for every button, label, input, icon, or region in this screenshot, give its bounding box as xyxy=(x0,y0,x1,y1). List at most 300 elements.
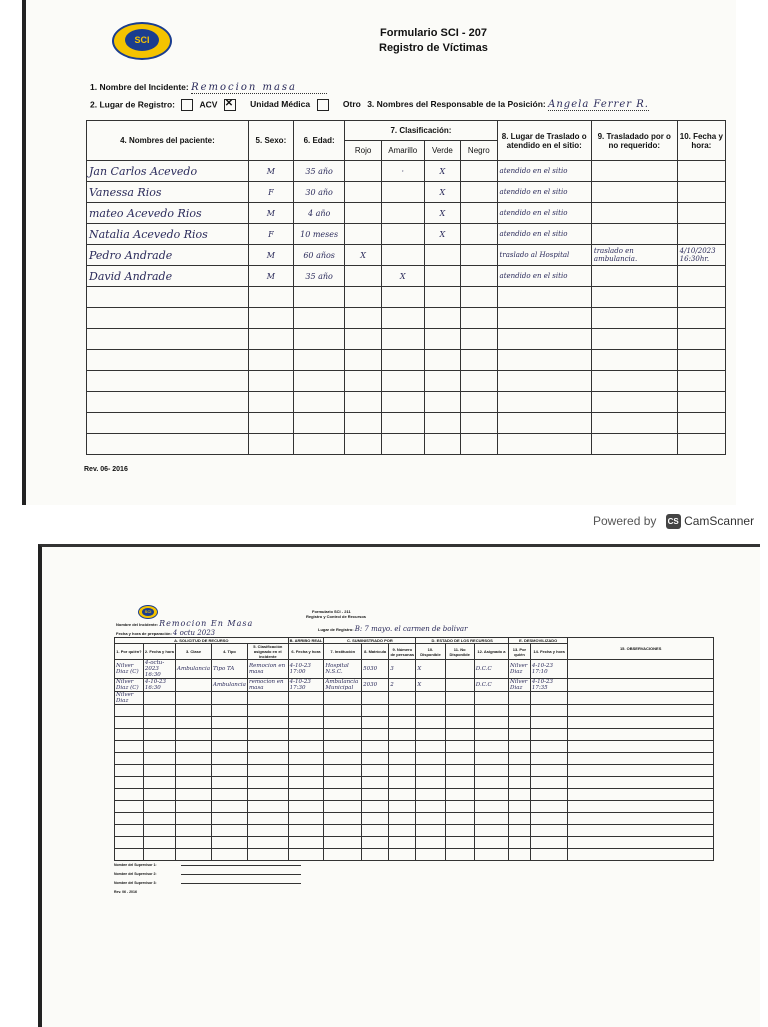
resource-cell[interactable] xyxy=(143,753,175,765)
resource-cell[interactable] xyxy=(509,813,531,825)
resource-cell[interactable] xyxy=(362,777,389,789)
resource-cell[interactable] xyxy=(530,765,568,777)
resource-cell[interactable]: 5030 xyxy=(362,660,389,679)
resource-cell[interactable] xyxy=(247,741,288,753)
resource-cell[interactable] xyxy=(568,825,714,837)
resource-cell[interactable] xyxy=(474,692,508,705)
resource-cell[interactable] xyxy=(474,729,508,741)
resource-cell[interactable] xyxy=(176,801,212,813)
resource-cell[interactable] xyxy=(568,837,714,849)
victim-cell-name[interactable] xyxy=(87,434,249,455)
victim-cell-date[interactable] xyxy=(677,161,725,182)
resource-cell[interactable] xyxy=(568,765,714,777)
resource-cell[interactable] xyxy=(115,729,144,741)
victim-cell-verde[interactable]: X xyxy=(424,203,460,224)
resource-cell[interactable] xyxy=(212,717,248,729)
resource-cell[interactable]: X xyxy=(416,660,445,679)
victim-cell-place[interactable] xyxy=(497,371,591,392)
victim-cell-age[interactable]: 35 año xyxy=(293,161,344,182)
resource-cell[interactable] xyxy=(445,717,474,729)
victim-cell-amarillo[interactable] xyxy=(381,245,424,266)
resource-cell[interactable] xyxy=(143,789,175,801)
victim-cell-amarillo[interactable] xyxy=(381,371,424,392)
resource-cell[interactable] xyxy=(143,849,175,861)
resource-cell[interactable]: D.C.C xyxy=(474,679,508,692)
resource-cell[interactable]: 4-10-23 17:00 xyxy=(288,660,324,679)
form2-incident-value[interactable]: Remocion En Masa xyxy=(159,619,254,628)
victim-cell-age[interactable] xyxy=(293,371,344,392)
victim-cell-transfer[interactable] xyxy=(591,182,677,203)
resource-cell[interactable]: remocion en masa xyxy=(247,679,288,692)
victim-cell-date[interactable] xyxy=(677,434,725,455)
resource-cell[interactable] xyxy=(530,801,568,813)
resource-cell[interactable] xyxy=(362,692,389,705)
victim-cell-name[interactable] xyxy=(87,287,249,308)
resource-cell[interactable]: 4-10-23 17:35 xyxy=(530,679,568,692)
victim-cell-verde[interactable]: X xyxy=(424,161,460,182)
victim-cell-rojo[interactable] xyxy=(345,224,381,245)
victim-cell-negro[interactable] xyxy=(461,245,497,266)
resource-cell[interactable] xyxy=(530,813,568,825)
resource-cell[interactable] xyxy=(115,705,144,717)
resource-cell[interactable] xyxy=(324,777,362,789)
victim-cell-sex[interactable]: F xyxy=(248,224,293,245)
place-box-1[interactable] xyxy=(181,99,193,111)
resource-cell[interactable] xyxy=(288,837,324,849)
victim-cell-rojo[interactable] xyxy=(345,434,381,455)
victim-cell-transfer[interactable] xyxy=(591,266,677,287)
victim-cell-rojo[interactable] xyxy=(345,266,381,287)
victim-cell-age[interactable] xyxy=(293,329,344,350)
resource-cell[interactable] xyxy=(247,729,288,741)
resource-cell[interactable]: Remocion en masa xyxy=(247,660,288,679)
resource-cell[interactable] xyxy=(115,813,144,825)
resource-cell[interactable]: Hospital N.S.C. xyxy=(324,660,362,679)
resource-cell[interactable] xyxy=(509,741,531,753)
resource-cell[interactable] xyxy=(474,789,508,801)
resource-cell[interactable] xyxy=(288,789,324,801)
victim-cell-verde[interactable] xyxy=(424,266,460,287)
victim-cell-place[interactable] xyxy=(497,392,591,413)
resource-cell[interactable] xyxy=(445,741,474,753)
victim-cell-amarillo[interactable]: · xyxy=(381,161,424,182)
resource-cell[interactable] xyxy=(212,789,248,801)
victim-cell-rojo[interactable] xyxy=(345,392,381,413)
resource-cell[interactable] xyxy=(324,837,362,849)
victim-cell-transfer[interactable] xyxy=(591,161,677,182)
resource-cell[interactable] xyxy=(324,813,362,825)
resource-cell[interactable] xyxy=(474,765,508,777)
victim-cell-negro[interactable] xyxy=(461,308,497,329)
resource-cell[interactable] xyxy=(416,837,445,849)
resource-cell[interactable] xyxy=(288,692,324,705)
victim-cell-age[interactable] xyxy=(293,392,344,413)
victim-cell-sex[interactable] xyxy=(248,308,293,329)
victim-cell-age[interactable] xyxy=(293,350,344,371)
victim-cell-amarillo[interactable] xyxy=(381,182,424,203)
victim-cell-date[interactable] xyxy=(677,350,725,371)
resource-cell[interactable] xyxy=(115,741,144,753)
victim-cell-sex[interactable] xyxy=(248,287,293,308)
resource-cell[interactable] xyxy=(247,777,288,789)
resource-cell[interactable] xyxy=(568,717,714,729)
resource-cell[interactable] xyxy=(530,777,568,789)
resource-cell[interactable] xyxy=(568,741,714,753)
victim-cell-sex[interactable] xyxy=(248,350,293,371)
resource-cell[interactable] xyxy=(445,789,474,801)
victim-cell-verde[interactable] xyxy=(424,287,460,308)
resource-cell[interactable] xyxy=(445,692,474,705)
resource-cell[interactable] xyxy=(143,777,175,789)
resource-cell[interactable] xyxy=(530,825,568,837)
victim-cell-sex[interactable] xyxy=(248,371,293,392)
resource-cell[interactable] xyxy=(568,801,714,813)
victim-cell-amarillo[interactable] xyxy=(381,308,424,329)
victim-cell-place[interactable]: traslado al Hospital xyxy=(497,245,591,266)
victim-cell-negro[interactable] xyxy=(461,392,497,413)
resource-cell[interactable] xyxy=(143,692,175,705)
resource-cell[interactable] xyxy=(212,729,248,741)
victim-cell-transfer[interactable] xyxy=(591,350,677,371)
resource-cell[interactable] xyxy=(288,717,324,729)
resource-cell[interactable] xyxy=(176,753,212,765)
victim-cell-sex[interactable] xyxy=(248,413,293,434)
resource-cell[interactable] xyxy=(474,741,508,753)
resource-cell[interactable] xyxy=(509,729,531,741)
resource-cell[interactable] xyxy=(176,789,212,801)
resource-cell[interactable]: 4-10-23 17:30 xyxy=(288,679,324,692)
victim-cell-age[interactable]: 10 meses xyxy=(293,224,344,245)
resource-cell[interactable] xyxy=(115,849,144,861)
resource-cell[interactable]: Nilver Diaz (C) xyxy=(115,679,144,692)
resource-cell[interactable] xyxy=(212,849,248,861)
resource-cell[interactable] xyxy=(247,849,288,861)
victim-cell-place[interactable]: atendido en el sitio xyxy=(497,266,591,287)
victim-cell-amarillo[interactable] xyxy=(381,203,424,224)
resource-cell[interactable] xyxy=(389,837,416,849)
victim-cell-date[interactable] xyxy=(677,266,725,287)
resource-cell[interactable] xyxy=(389,801,416,813)
victim-cell-transfer[interactable] xyxy=(591,308,677,329)
resource-cell[interactable] xyxy=(389,777,416,789)
resource-cell[interactable] xyxy=(115,825,144,837)
victim-cell-amarillo[interactable] xyxy=(381,329,424,350)
resource-cell[interactable] xyxy=(389,741,416,753)
victim-cell-negro[interactable] xyxy=(461,413,497,434)
resource-cell[interactable] xyxy=(247,765,288,777)
resource-cell[interactable] xyxy=(247,813,288,825)
resource-cell[interactable] xyxy=(288,705,324,717)
resource-cell[interactable] xyxy=(362,801,389,813)
resource-cell[interactable] xyxy=(176,717,212,729)
resource-cell[interactable] xyxy=(324,849,362,861)
victim-cell-negro[interactable] xyxy=(461,203,497,224)
resource-cell[interactable] xyxy=(362,729,389,741)
resource-cell[interactable] xyxy=(362,837,389,849)
resource-cell[interactable] xyxy=(416,692,445,705)
victim-cell-place[interactable] xyxy=(497,287,591,308)
resource-cell[interactable]: X xyxy=(416,679,445,692)
resource-cell[interactable] xyxy=(445,801,474,813)
resource-cell[interactable] xyxy=(568,849,714,861)
resource-cell[interactable] xyxy=(324,705,362,717)
resource-cell[interactable] xyxy=(530,705,568,717)
resource-cell[interactable] xyxy=(389,705,416,717)
victim-cell-rojo[interactable] xyxy=(345,413,381,434)
victim-cell-age[interactable]: 35 año xyxy=(293,266,344,287)
victim-cell-date[interactable]: 4/10/2023 16:30hr. xyxy=(677,245,725,266)
resource-cell[interactable]: Ambulancia Municipal xyxy=(324,679,362,692)
resource-cell[interactable] xyxy=(288,777,324,789)
resource-cell[interactable]: 3 xyxy=(389,660,416,679)
victim-cell-place[interactable] xyxy=(497,413,591,434)
resource-cell[interactable] xyxy=(389,729,416,741)
resource-cell[interactable] xyxy=(445,729,474,741)
resource-cell[interactable] xyxy=(416,717,445,729)
resource-cell[interactable] xyxy=(247,837,288,849)
incident-value[interactable]: Remocion masa xyxy=(191,82,327,94)
resource-cell[interactable] xyxy=(247,789,288,801)
resource-cell[interactable] xyxy=(247,801,288,813)
victim-cell-sex[interactable]: F xyxy=(248,182,293,203)
resource-cell[interactable] xyxy=(212,837,248,849)
resource-cell[interactable] xyxy=(445,813,474,825)
resource-cell[interactable] xyxy=(176,741,212,753)
resource-cell[interactable] xyxy=(509,801,531,813)
resource-cell[interactable] xyxy=(416,825,445,837)
resource-cell[interactable] xyxy=(247,753,288,765)
resource-cell[interactable] xyxy=(474,813,508,825)
resource-cell[interactable] xyxy=(362,849,389,861)
victim-cell-place[interactable] xyxy=(497,350,591,371)
victim-cell-age[interactable]: 4 año xyxy=(293,203,344,224)
resource-cell[interactable] xyxy=(288,813,324,825)
resource-cell[interactable] xyxy=(389,849,416,861)
victim-cell-age[interactable] xyxy=(293,434,344,455)
resource-cell[interactable] xyxy=(176,849,212,861)
resource-cell[interactable] xyxy=(568,789,714,801)
resource-cell[interactable] xyxy=(389,825,416,837)
resource-cell[interactable] xyxy=(115,765,144,777)
victim-cell-verde[interactable]: X xyxy=(424,182,460,203)
resource-cell[interactable] xyxy=(474,717,508,729)
victim-cell-negro[interactable] xyxy=(461,224,497,245)
resource-cell[interactable]: 4-10-23 16:30 xyxy=(143,679,175,692)
resource-cell[interactable] xyxy=(530,692,568,705)
resource-cell[interactable] xyxy=(530,753,568,765)
resource-cell[interactable] xyxy=(416,705,445,717)
resource-cell[interactable] xyxy=(324,741,362,753)
resource-cell[interactable] xyxy=(416,765,445,777)
victim-cell-date[interactable] xyxy=(677,329,725,350)
resource-cell[interactable] xyxy=(362,765,389,777)
resource-cell[interactable] xyxy=(324,692,362,705)
resource-cell[interactable] xyxy=(324,729,362,741)
victim-cell-name[interactable] xyxy=(87,392,249,413)
resource-cell[interactable] xyxy=(115,789,144,801)
victim-cell-rojo[interactable] xyxy=(345,350,381,371)
victim-cell-rojo[interactable] xyxy=(345,203,381,224)
victim-cell-age[interactable]: 60 años xyxy=(293,245,344,266)
resource-cell[interactable]: Ambulancia xyxy=(176,660,212,679)
victim-cell-name[interactable]: Vanessa Rios xyxy=(87,182,249,203)
resource-cell[interactable] xyxy=(389,692,416,705)
victim-cell-name[interactable] xyxy=(87,371,249,392)
resource-cell[interactable] xyxy=(568,777,714,789)
resource-cell[interactable]: Nilver Diaz xyxy=(509,660,531,679)
resource-cell[interactable] xyxy=(212,741,248,753)
victim-cell-sex[interactable] xyxy=(248,392,293,413)
resource-cell[interactable] xyxy=(324,765,362,777)
unidad-medica-checkbox[interactable] xyxy=(317,99,329,111)
resource-cell[interactable] xyxy=(362,825,389,837)
resource-cell[interactable] xyxy=(509,849,531,861)
victim-cell-amarillo[interactable] xyxy=(381,434,424,455)
resource-cell[interactable] xyxy=(389,717,416,729)
victim-cell-place[interactable] xyxy=(497,434,591,455)
resource-cell[interactable] xyxy=(324,825,362,837)
resource-cell[interactable] xyxy=(568,679,714,692)
responsible-value[interactable]: Angela Ferrer R. xyxy=(548,99,649,111)
victim-cell-amarillo[interactable] xyxy=(381,350,424,371)
resource-cell[interactable] xyxy=(324,789,362,801)
victim-cell-transfer[interactable] xyxy=(591,392,677,413)
resource-cell[interactable] xyxy=(143,813,175,825)
resource-cell[interactable] xyxy=(509,705,531,717)
resource-cell[interactable] xyxy=(247,692,288,705)
resource-cell[interactable]: 4-octu-2023 16:30 xyxy=(143,660,175,679)
resource-cell[interactable] xyxy=(288,741,324,753)
victim-cell-transfer[interactable] xyxy=(591,329,677,350)
victim-cell-amarillo[interactable] xyxy=(381,413,424,434)
resource-cell[interactable] xyxy=(212,765,248,777)
victim-cell-name[interactable]: Pedro Andrade xyxy=(87,245,249,266)
resource-cell[interactable] xyxy=(247,705,288,717)
victim-cell-place[interactable]: atendido en el sitio xyxy=(497,161,591,182)
resource-cell[interactable]: Ambulancia xyxy=(212,679,248,692)
victim-cell-verde[interactable] xyxy=(424,413,460,434)
resource-cell[interactable] xyxy=(212,705,248,717)
victim-cell-place[interactable]: atendido en el sitio xyxy=(497,224,591,245)
victim-cell-negro[interactable] xyxy=(461,434,497,455)
victim-cell-rojo[interactable] xyxy=(345,371,381,392)
victim-cell-verde[interactable] xyxy=(424,434,460,455)
resource-cell[interactable] xyxy=(568,705,714,717)
victim-cell-age[interactable] xyxy=(293,308,344,329)
resource-cell[interactable] xyxy=(474,777,508,789)
resource-cell[interactable] xyxy=(143,837,175,849)
victim-cell-negro[interactable] xyxy=(461,287,497,308)
victim-cell-amarillo[interactable] xyxy=(381,224,424,245)
resource-cell[interactable] xyxy=(212,825,248,837)
victim-cell-amarillo[interactable] xyxy=(381,392,424,413)
resource-cell[interactable] xyxy=(445,765,474,777)
resource-cell[interactable] xyxy=(474,705,508,717)
resource-cell[interactable] xyxy=(509,789,531,801)
victim-cell-sex[interactable] xyxy=(248,329,293,350)
resource-cell[interactable] xyxy=(115,777,144,789)
resource-cell[interactable] xyxy=(530,849,568,861)
victim-cell-verde[interactable] xyxy=(424,392,460,413)
resource-cell[interactable] xyxy=(176,765,212,777)
form2-place-value[interactable]: B: 7 mayo. el carmen de bolivar xyxy=(354,625,468,633)
resource-cell[interactable] xyxy=(288,729,324,741)
victim-cell-name[interactable] xyxy=(87,329,249,350)
resource-cell[interactable] xyxy=(416,729,445,741)
victim-cell-sex[interactable] xyxy=(248,434,293,455)
resource-cell[interactable] xyxy=(416,801,445,813)
resource-cell[interactable] xyxy=(288,801,324,813)
resource-cell[interactable] xyxy=(324,717,362,729)
resource-cell[interactable] xyxy=(212,813,248,825)
victim-cell-transfer[interactable] xyxy=(591,203,677,224)
resource-cell[interactable] xyxy=(509,765,531,777)
resource-cell[interactable] xyxy=(362,789,389,801)
victim-cell-place[interactable]: atendido en el sitio xyxy=(497,203,591,224)
victim-cell-date[interactable] xyxy=(677,287,725,308)
resource-cell[interactable] xyxy=(176,777,212,789)
victim-cell-transfer[interactable] xyxy=(591,287,677,308)
victim-cell-age[interactable] xyxy=(293,413,344,434)
victim-cell-rojo[interactable] xyxy=(345,287,381,308)
resource-cell[interactable]: 2030 xyxy=(362,679,389,692)
resource-cell[interactable] xyxy=(288,825,324,837)
form2-date-value[interactable]: 4 octu 2023 xyxy=(172,629,216,637)
resource-cell[interactable] xyxy=(324,801,362,813)
resource-cell[interactable] xyxy=(115,837,144,849)
resource-cell[interactable] xyxy=(416,753,445,765)
resource-cell[interactable]: Nilver Diaz xyxy=(115,692,144,705)
victim-cell-name[interactable] xyxy=(87,308,249,329)
resource-cell[interactable] xyxy=(143,801,175,813)
victim-cell-transfer[interactable]: traslado en ambulancia. xyxy=(591,245,677,266)
victim-cell-sex[interactable]: M xyxy=(248,161,293,182)
resource-cell[interactable]: 2 xyxy=(389,679,416,692)
resource-cell[interactable] xyxy=(509,825,531,837)
resource-cell[interactable] xyxy=(362,813,389,825)
resource-cell[interactable] xyxy=(416,741,445,753)
resource-cell[interactable] xyxy=(143,765,175,777)
resource-cell[interactable] xyxy=(445,660,474,679)
resource-cell[interactable] xyxy=(568,660,714,679)
resource-cell[interactable] xyxy=(530,717,568,729)
resource-cell[interactable] xyxy=(176,813,212,825)
resource-cell[interactable] xyxy=(212,801,248,813)
resource-cell[interactable] xyxy=(176,679,212,692)
resource-cell[interactable] xyxy=(530,741,568,753)
victim-cell-transfer[interactable] xyxy=(591,434,677,455)
resource-cell[interactable] xyxy=(474,825,508,837)
victim-cell-rojo[interactable]: X xyxy=(345,245,381,266)
victim-cell-sex[interactable]: M xyxy=(248,203,293,224)
victim-cell-verde[interactable] xyxy=(424,245,460,266)
resource-cell[interactable] xyxy=(445,777,474,789)
victim-cell-rojo[interactable] xyxy=(345,329,381,350)
resource-cell[interactable] xyxy=(530,837,568,849)
victim-cell-transfer[interactable] xyxy=(591,413,677,434)
resource-cell[interactable] xyxy=(416,777,445,789)
victim-cell-verde[interactable] xyxy=(424,350,460,371)
resource-cell[interactable] xyxy=(212,753,248,765)
resource-cell[interactable] xyxy=(445,825,474,837)
resource-cell[interactable] xyxy=(568,692,714,705)
victim-cell-sex[interactable]: M xyxy=(248,245,293,266)
resource-cell[interactable] xyxy=(474,753,508,765)
resource-cell[interactable] xyxy=(115,753,144,765)
resource-cell[interactable] xyxy=(416,813,445,825)
resource-cell[interactable] xyxy=(389,789,416,801)
victim-cell-negro[interactable] xyxy=(461,182,497,203)
